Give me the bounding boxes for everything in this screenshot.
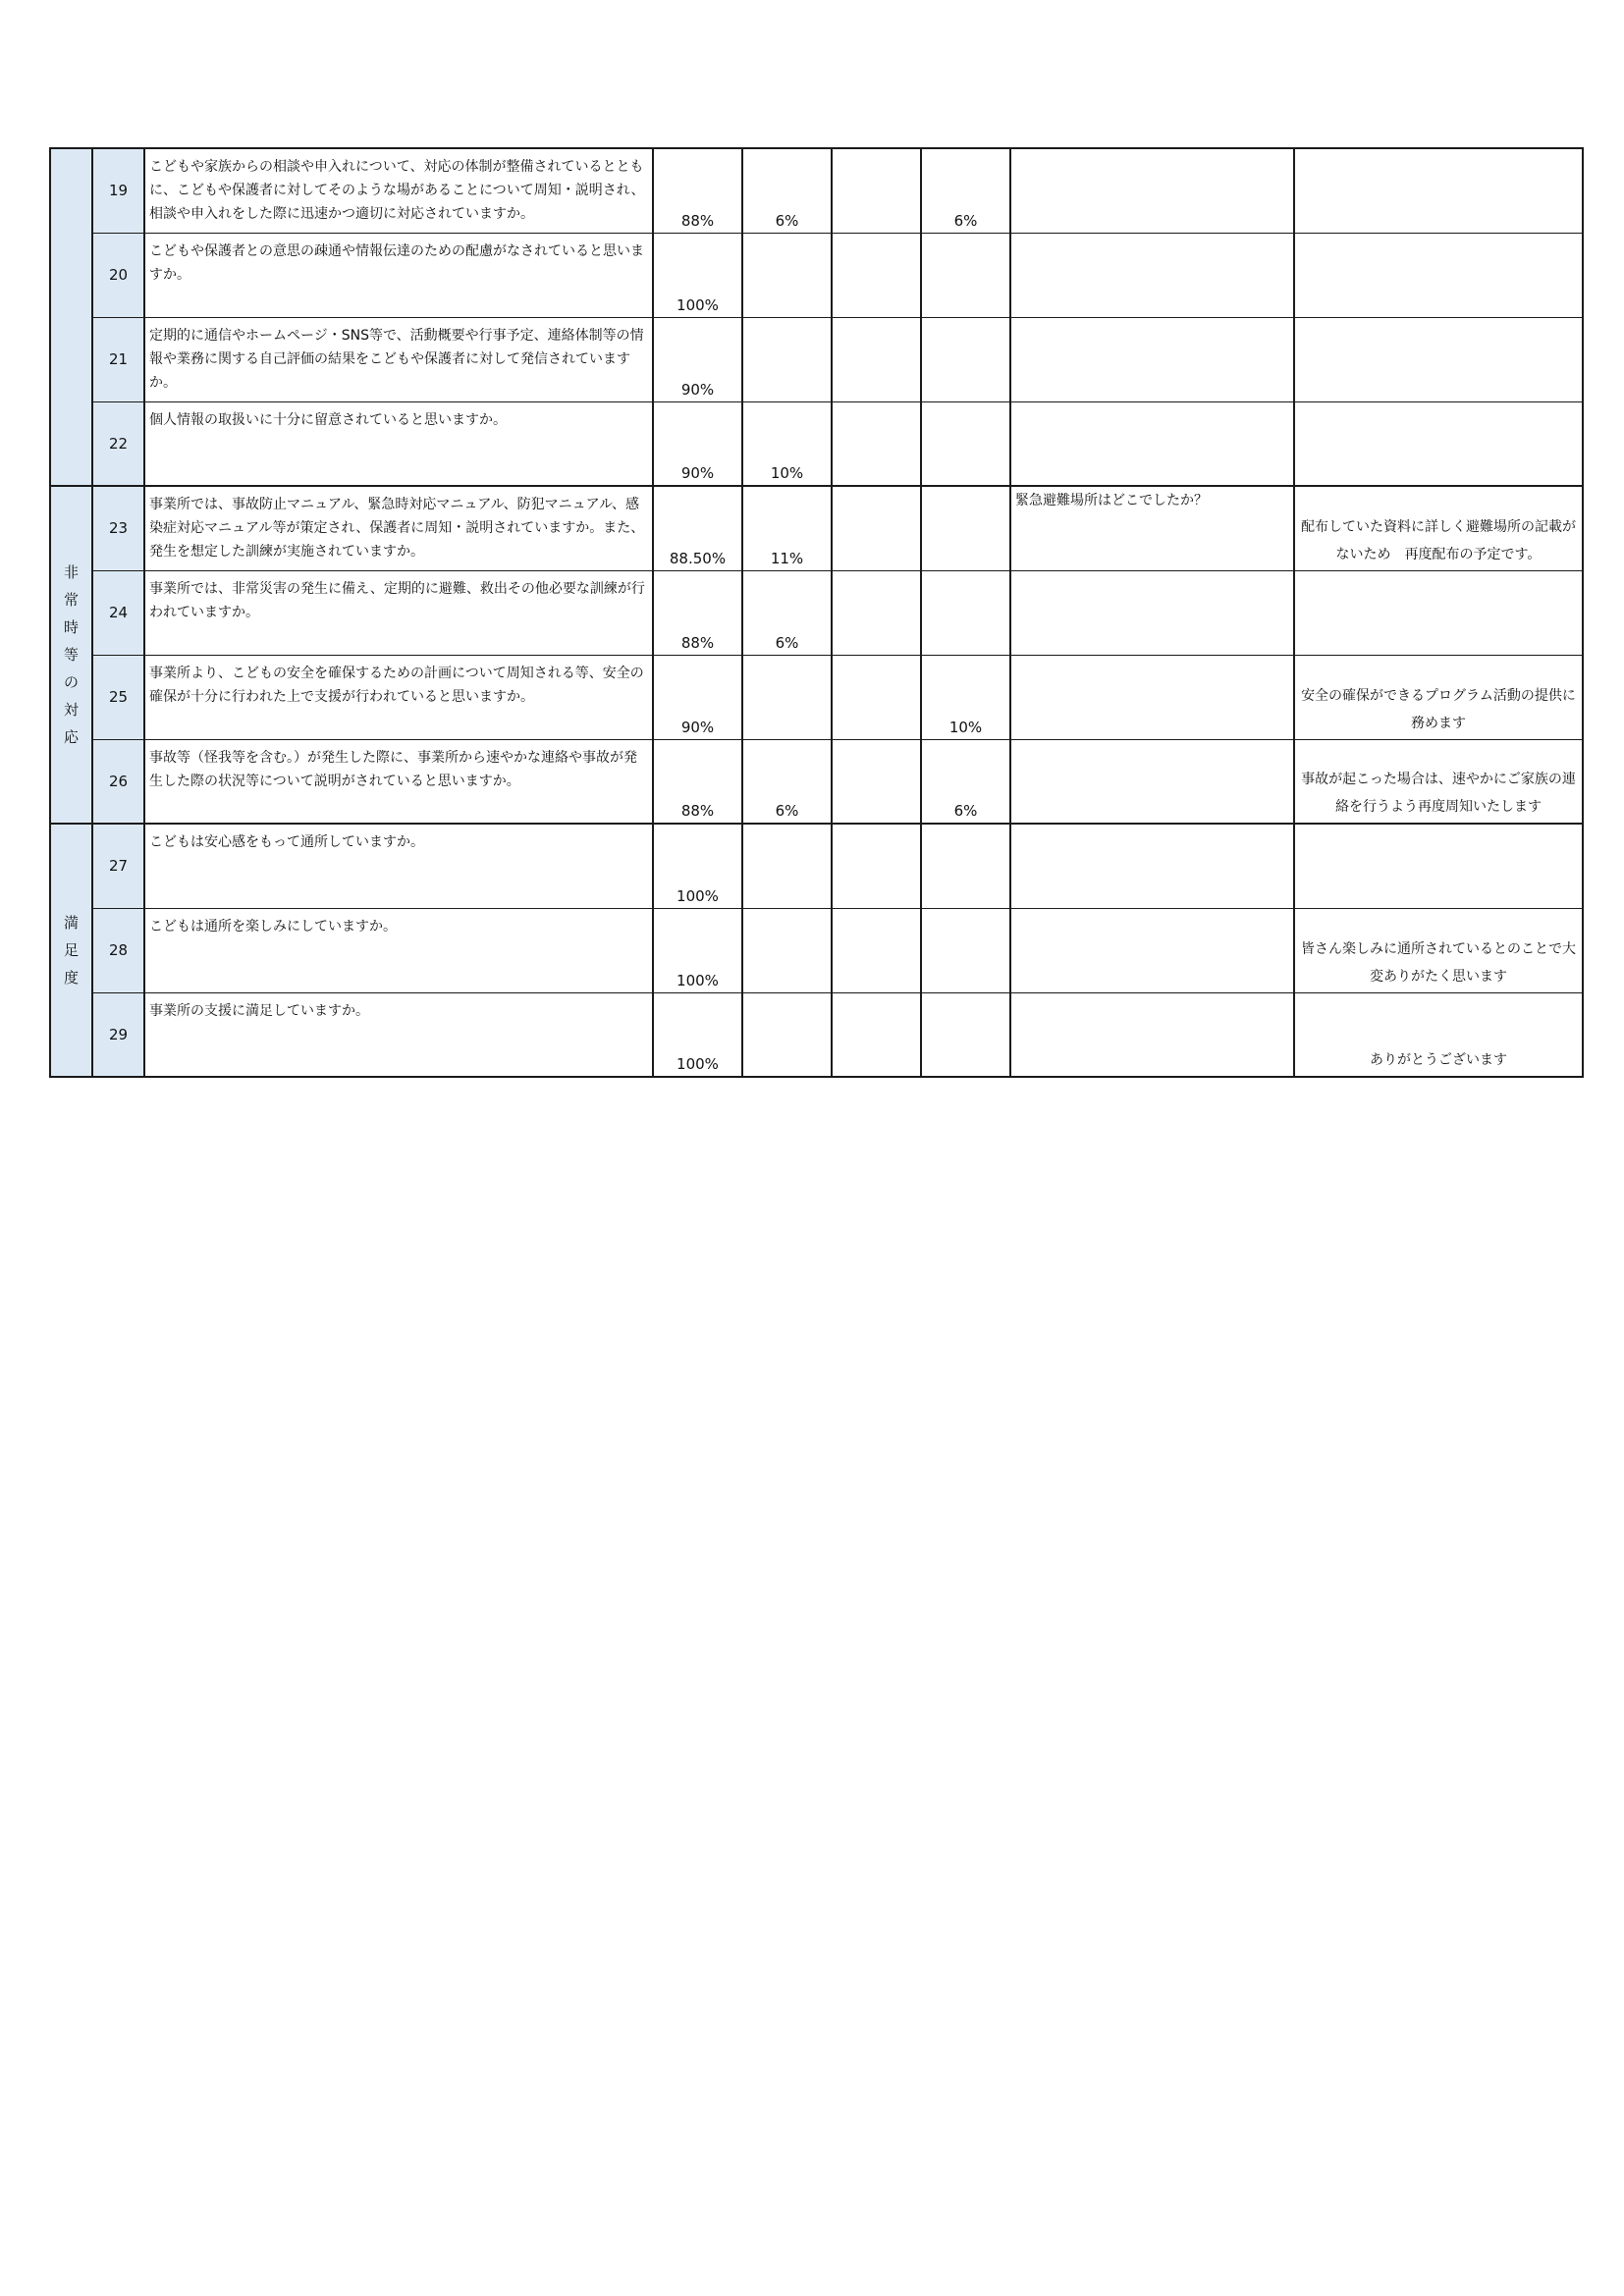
rate-unknown	[921, 908, 1010, 992]
facility-response: ありがとうございます	[1294, 992, 1583, 1077]
table-row	[50, 739, 1583, 824]
guardian-comment	[1010, 148, 1294, 233]
question-text: こどもは通所を楽しみにしていますか。	[144, 908, 653, 992]
rate-somewhat: 11%	[742, 486, 832, 570]
rate-yes: 90%	[653, 401, 742, 486]
rate-somewhat: 6%	[742, 570, 832, 655]
question-text: こどもや家族からの相談や申入れについて、対応の体制が整備されているとともに、こどもや保護者に対してそのような場があることについて周知・説明され、相談や申入れをした際に迅速かつ適切に対応されていますか。	[144, 148, 653, 233]
rate-somewhat	[742, 655, 832, 739]
rate-yes: 88%	[653, 570, 742, 655]
table-row	[50, 992, 1583, 1077]
question-text: 定期的に通信やホームページ・SNS等で、活動概要や行事予定、連絡体制等の情報や業務に関する自己評価の結果をこどもや保護者に対して発信されていますか。	[144, 317, 653, 401]
rate-somewhat	[742, 908, 832, 992]
category-cell	[50, 486, 92, 824]
rate-yes: 88%	[653, 148, 742, 233]
category-label: 満足度	[63, 914, 79, 987]
rate-yes: 100%	[653, 908, 742, 992]
question-text: こどもは安心感をもって通所していますか。	[144, 824, 653, 908]
rate-somewhat: 6%	[742, 148, 832, 233]
rate-yes: 90%	[653, 655, 742, 739]
rate-somewhat	[742, 992, 832, 1077]
guardian-comment	[1010, 739, 1294, 824]
facility-response: 配布していた資料に詳しく避難場所の記載がないため 再度配布の予定です。	[1294, 486, 1583, 570]
question-number: 20	[92, 233, 144, 317]
rate-unknown	[921, 486, 1010, 570]
rate-no	[832, 148, 921, 233]
category-cell	[50, 824, 92, 1077]
facility-response: 安全の確保ができるプログラム活動の提供に務めます	[1294, 655, 1583, 739]
question-number: 21	[92, 317, 144, 401]
rate-no	[832, 824, 921, 908]
rate-yes: 100%	[653, 824, 742, 908]
guardian-comment	[1010, 401, 1294, 486]
facility-response	[1294, 401, 1583, 486]
table-row	[50, 824, 1583, 908]
question-number: 22	[92, 401, 144, 486]
rate-unknown	[921, 317, 1010, 401]
question-text: 事業所では、事故防止マニュアル、緊急時対応マニュアル、防犯マニュアル、感染症対応マニュアル等が策定され、保護者に周知・説明されていますか。また、発生を想定した訓練が実施されていますか。	[144, 486, 653, 570]
facility-response	[1294, 824, 1583, 908]
rate-no	[832, 401, 921, 486]
rate-somewhat	[742, 317, 832, 401]
rate-yes: 100%	[653, 992, 742, 1077]
rate-unknown: 10%	[921, 655, 1010, 739]
rate-somewhat: 6%	[742, 739, 832, 824]
guardian-comment	[1010, 233, 1294, 317]
question-number: 23	[92, 486, 144, 570]
rate-yes: 90%	[653, 317, 742, 401]
survey-table-body	[50, 148, 1583, 1077]
facility-response: 皆さん楽しみに通所されているとのことで大変ありがたく思います	[1294, 908, 1583, 992]
table-row	[50, 148, 1583, 233]
guardian-comment	[1010, 908, 1294, 992]
facility-response	[1294, 148, 1583, 233]
rate-no	[832, 992, 921, 1077]
table-row	[50, 908, 1583, 992]
rate-unknown	[921, 233, 1010, 317]
rate-yes: 88%	[653, 739, 742, 824]
rate-no	[832, 233, 921, 317]
question-text: 事業所の支援に満足していますか。	[144, 992, 653, 1077]
rate-no	[832, 317, 921, 401]
rate-unknown: 6%	[921, 148, 1010, 233]
question-text: 事業所では、非常災害の発生に備え、定期的に避難、救出その他必要な訓練が行われていますか。	[144, 570, 653, 655]
rate-no	[832, 655, 921, 739]
question-text: こどもや保護者との意思の疎通や情報伝達のための配慮がなされていると思いますか。	[144, 233, 653, 317]
question-number: 29	[92, 992, 144, 1077]
question-number: 28	[92, 908, 144, 992]
rate-unknown	[921, 992, 1010, 1077]
facility-response	[1294, 570, 1583, 655]
rate-unknown: 6%	[921, 739, 1010, 824]
rate-unknown	[921, 401, 1010, 486]
rate-no	[832, 486, 921, 570]
question-number: 27	[92, 824, 144, 908]
facility-response	[1294, 317, 1583, 401]
category-cell	[50, 148, 92, 486]
rate-no	[832, 739, 921, 824]
rate-unknown	[921, 824, 1010, 908]
guardian-comment	[1010, 824, 1294, 908]
question-number: 19	[92, 148, 144, 233]
category-label: 非常時等の対応	[63, 563, 79, 746]
question-number: 24	[92, 570, 144, 655]
question-text: 事業所より、こどもの安全を確保するための計画について周知される等、安全の確保が十分に行われた上で支援が行われていると思いますか。	[144, 655, 653, 739]
guardian-comment	[1010, 992, 1294, 1077]
rate-unknown	[921, 570, 1010, 655]
rate-no	[832, 570, 921, 655]
guardian-comment	[1010, 570, 1294, 655]
table-row	[50, 655, 1583, 739]
rate-yes: 100%	[653, 233, 742, 317]
facility-response	[1294, 233, 1583, 317]
rate-somewhat: 10%	[742, 401, 832, 486]
rate-no	[832, 908, 921, 992]
rate-somewhat	[742, 233, 832, 317]
question-number: 25	[92, 655, 144, 739]
survey-results-table	[49, 147, 1584, 1078]
table-row	[50, 486, 1583, 570]
rate-yes: 88.50%	[653, 486, 742, 570]
guardian-comment	[1010, 317, 1294, 401]
table-row	[50, 317, 1583, 401]
table-row	[50, 570, 1583, 655]
question-number: 26	[92, 739, 144, 824]
question-text: 個人情報の取扱いに十分に留意されていると思いますか。	[144, 401, 653, 486]
rate-somewhat	[742, 824, 832, 908]
facility-response: 事故が起こった場合は、速やかにご家族の連絡を行うよう再度周知いたします	[1294, 739, 1583, 824]
guardian-comment: 緊急避難場所はどこでしたか？	[1010, 486, 1294, 570]
guardian-comment	[1010, 655, 1294, 739]
table-row	[50, 401, 1583, 486]
question-text: 事故等（怪我等を含む。）が発生した際に、事業所から速やかな連絡や事故が発生した際の状況等について説明がされていると思いますか。	[144, 739, 653, 824]
table-row	[50, 233, 1583, 317]
